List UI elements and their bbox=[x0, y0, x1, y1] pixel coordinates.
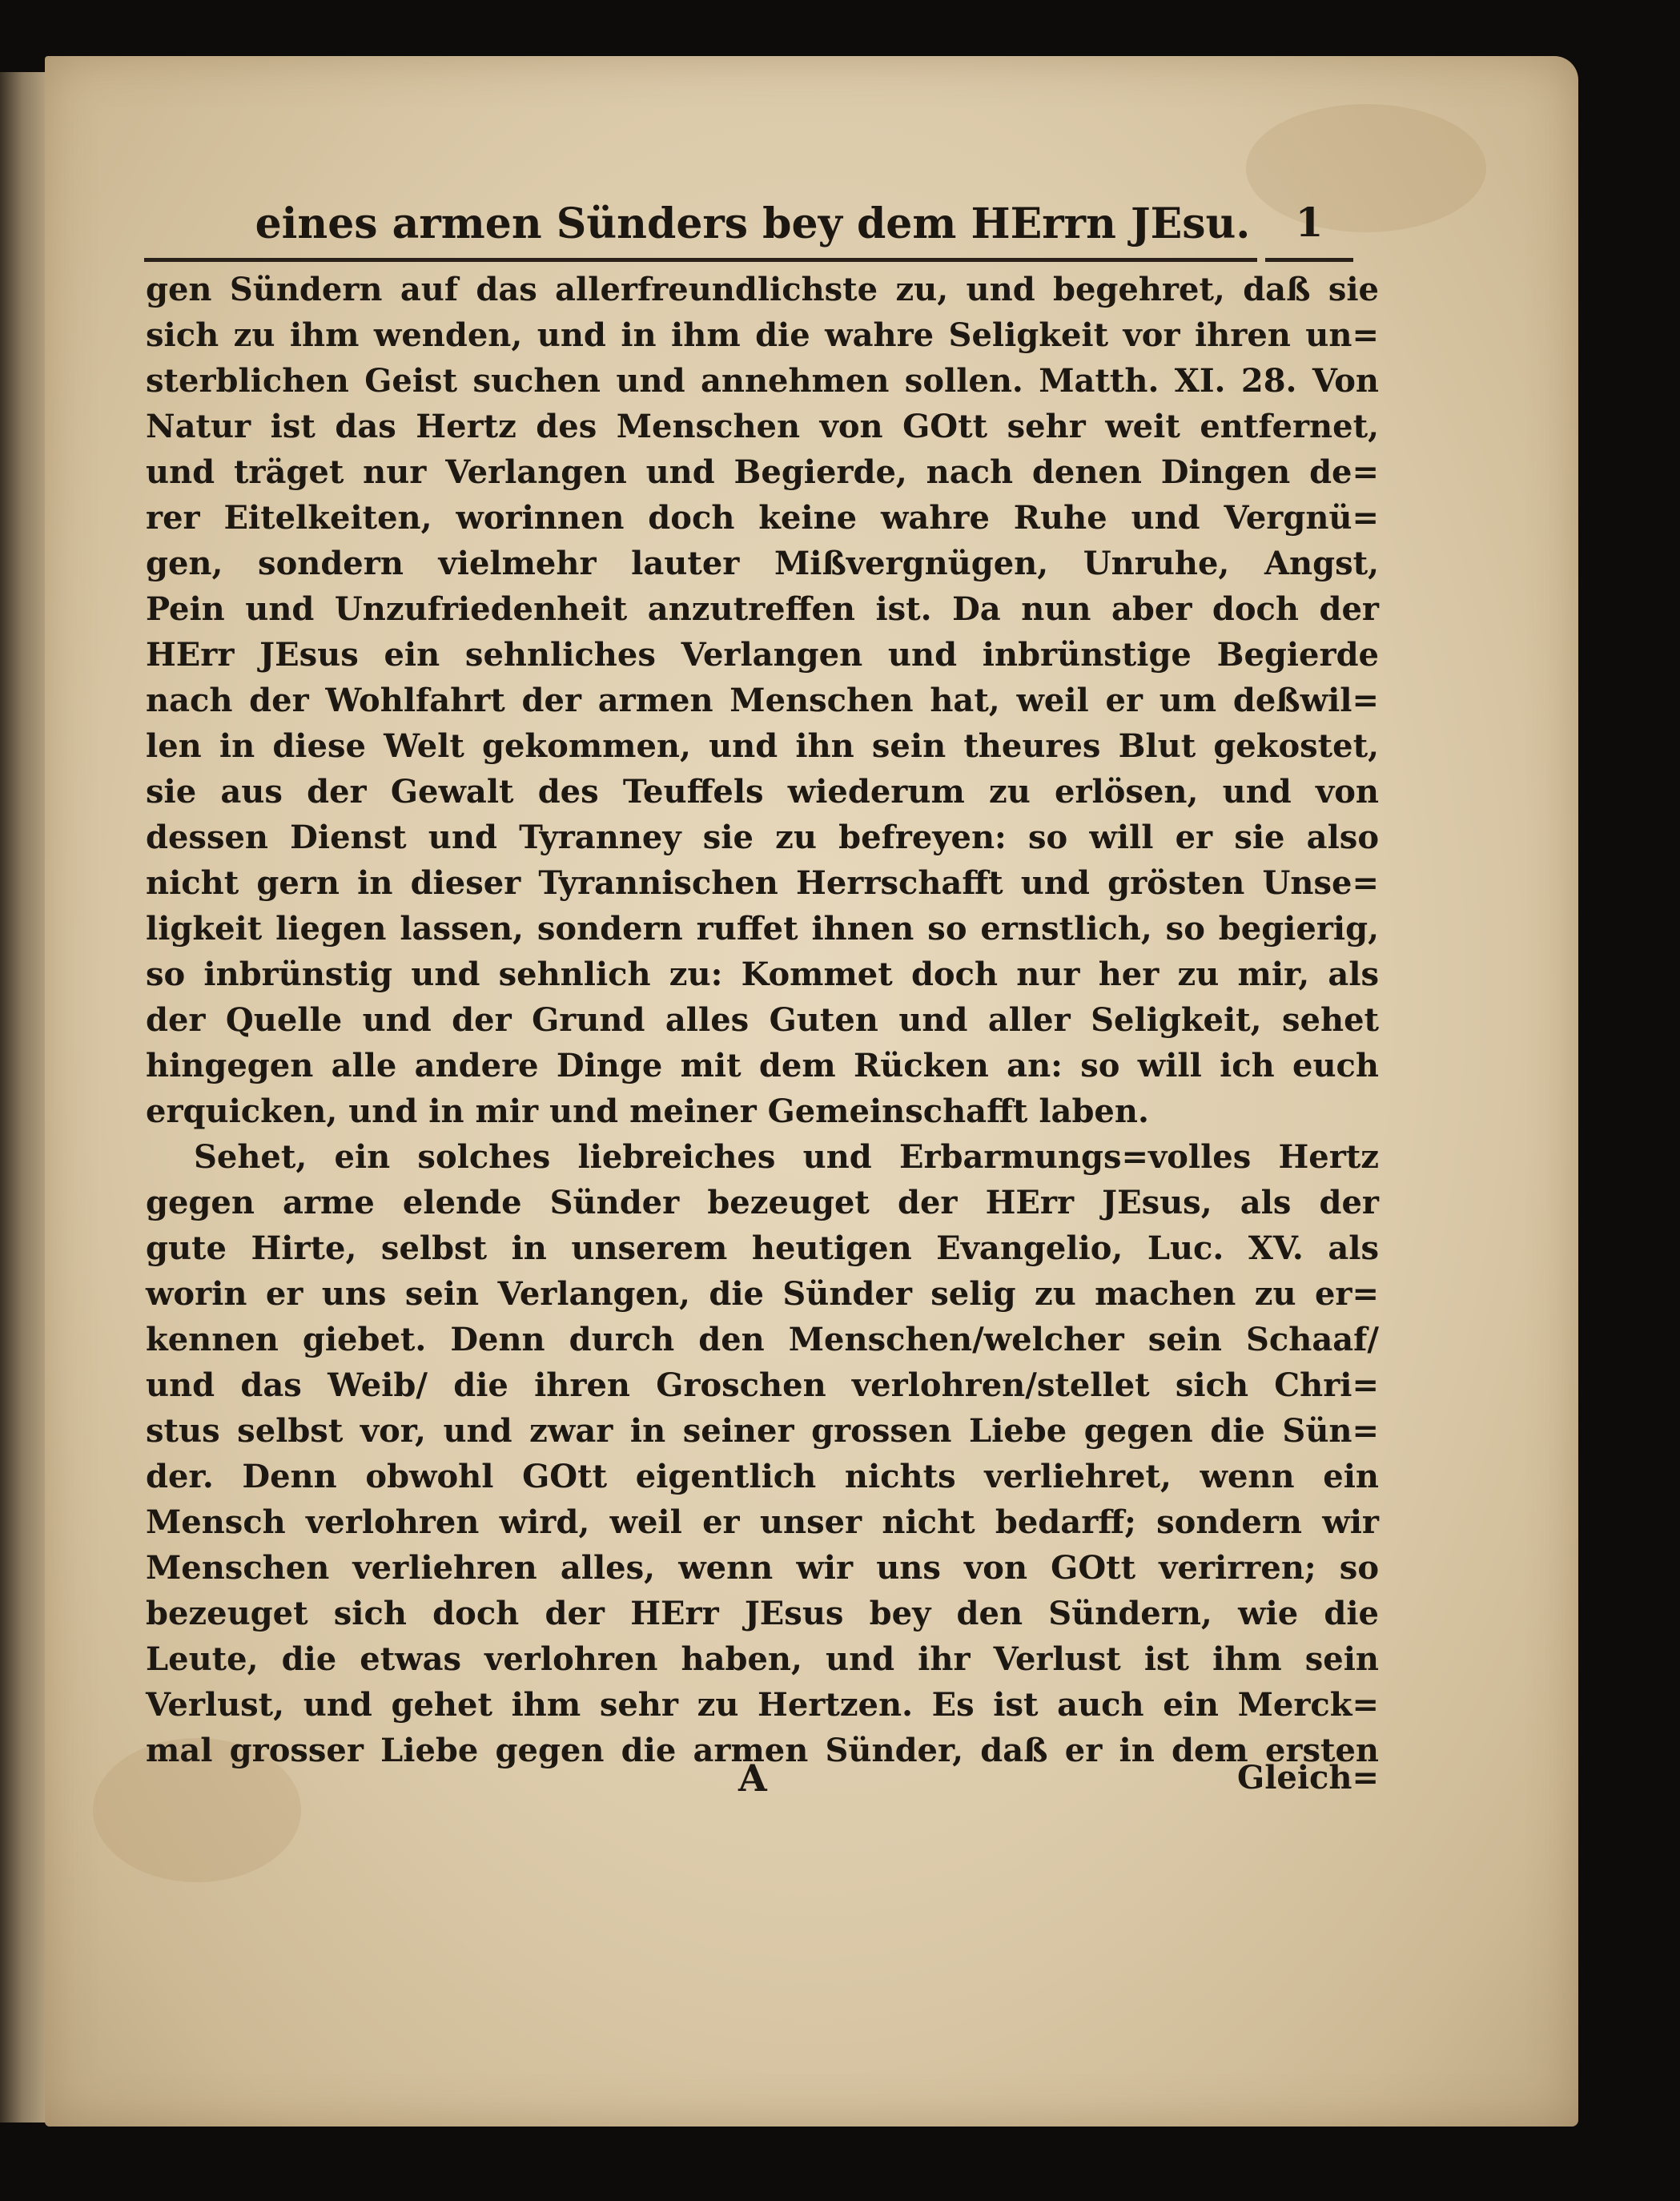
text-line: HErr JEsus ein sehnliches Verlangen und inbrünstige Begierde bbox=[146, 636, 1379, 674]
text-line: Mensch verlohren wird, weil er unser nicht bedarff; sondern wir bbox=[146, 1503, 1379, 1541]
text-line: Menschen verliehren alles, wenn wir uns von GOtt verirren; so bbox=[146, 1549, 1379, 1587]
header-rule bbox=[144, 258, 1257, 262]
running-title: eines armen Sünders bey dem HErrn JEsu. bbox=[255, 199, 1251, 248]
text-line: nicht gern in dieser Tyrannischen Herrschafft und grösten Unse= bbox=[146, 864, 1379, 902]
body-text bbox=[146, 267, 1379, 1773]
text-line: stus selbst vor, und zwar in seiner grossen Liebe gegen die Sün= bbox=[146, 1412, 1379, 1450]
text-line: worin er uns sein Verlangen, die Sünder selig zu machen zu er= bbox=[146, 1275, 1379, 1313]
text-line: der Quelle und der Grund alles Guten und aller Seligkeit, sehet bbox=[146, 1001, 1379, 1039]
text-line: Leute, die etwas verlohren haben, und ihr Verlust ist ihm sein bbox=[146, 1640, 1379, 1678]
text-line: len in diese Welt gekommen, und ihn sein theures Blut gekostet, bbox=[146, 727, 1379, 765]
text-line: gen, sondern vielmehr lauter Mißvergnügen, Unruhe, Angst, bbox=[146, 545, 1379, 582]
text-line: bezeuget sich doch der HErr JEsus bey den Sündern, wie die bbox=[146, 1595, 1379, 1632]
text-line: kennen giebet. Denn durch den Menschen/welcher sein Schaaf/ bbox=[146, 1321, 1379, 1358]
text-line: dessen Dienst und Tyranney sie zu befreyen: so will er sie also bbox=[146, 819, 1379, 856]
text-line: mal grosser Liebe gegen die armen Sünder, daß er in dem ersten bbox=[146, 1732, 1379, 1769]
text-line: Natur ist das Hertz des Menschen von GOtt sehr weit entfernet, bbox=[146, 408, 1379, 445]
text-line: ligkeit liegen lassen, sondern ruffet ihnen so ernstlich, so begierig, bbox=[146, 910, 1379, 948]
text-line: gute Hirte, selbst in unserem heutigen Evangelio, Luc. XV. als bbox=[146, 1229, 1379, 1267]
text-line: erquicken, und in mir und meiner Gemeinschafft laben. bbox=[146, 1092, 1149, 1130]
paragraph-start-line: Sehet, ein solches liebreiches und Erbarmungs=volles Hertz bbox=[194, 1138, 1379, 1176]
text-line: sterblichen Geist suchen und annehmen sollen. Matth. XI. 28. Von bbox=[146, 362, 1379, 400]
previous-page-edge bbox=[0, 72, 50, 2123]
text-line: Verlust, und gehet ihm sehr zu Hertzen. Es ist auch ein Merck= bbox=[146, 1686, 1379, 1724]
text-line: gegen arme elende Sünder bezeuget der HErr JEsus, als der bbox=[146, 1184, 1379, 1221]
text-line: so inbrünstig und sehnlich zu: Kommet doch nur her zu mir, als bbox=[146, 956, 1379, 993]
text-line: sich zu ihm wenden, und in ihm die wahre Seligkeit vor ihren un= bbox=[146, 316, 1379, 354]
text-line: Pein und Unzufriedenheit anzutreffen ist. Da nun aber doch der bbox=[146, 590, 1379, 628]
text-line: der. Denn obwohl GOtt eigentlich nichts verliehret, wenn ein bbox=[146, 1458, 1379, 1495]
text-line: gen Sündern auf das allerfreundlichste zu, und begehret, daß sie bbox=[146, 271, 1379, 308]
text-line: nach der Wohlfahrt der armen Menschen hat, weil er um deßwil= bbox=[146, 682, 1379, 719]
catchword: Gleich= bbox=[1237, 1759, 1379, 1797]
text-line: rer Eitelkeiten, worinnen doch keine wahre Ruhe und Vergnü= bbox=[146, 499, 1379, 537]
text-line: sie aus der Gewalt des Teuffels wiederum zu erlösen, und von bbox=[146, 773, 1379, 811]
page-footer bbox=[146, 1754, 1379, 1802]
signature-mark: A bbox=[738, 1756, 767, 1800]
page-number: 1 bbox=[1295, 199, 1324, 246]
text-line: und das Weib/ die ihren Groschen verlohren/stellet sich Chri= bbox=[146, 1366, 1379, 1404]
text-line: hingegen alle andere Dinge mit dem Rücken an: so will ich euch bbox=[146, 1047, 1379, 1084]
text-line: und träget nur Verlangen und Begierde, nach denen Dingen de= bbox=[146, 453, 1379, 491]
header-rule-short bbox=[1265, 258, 1353, 262]
